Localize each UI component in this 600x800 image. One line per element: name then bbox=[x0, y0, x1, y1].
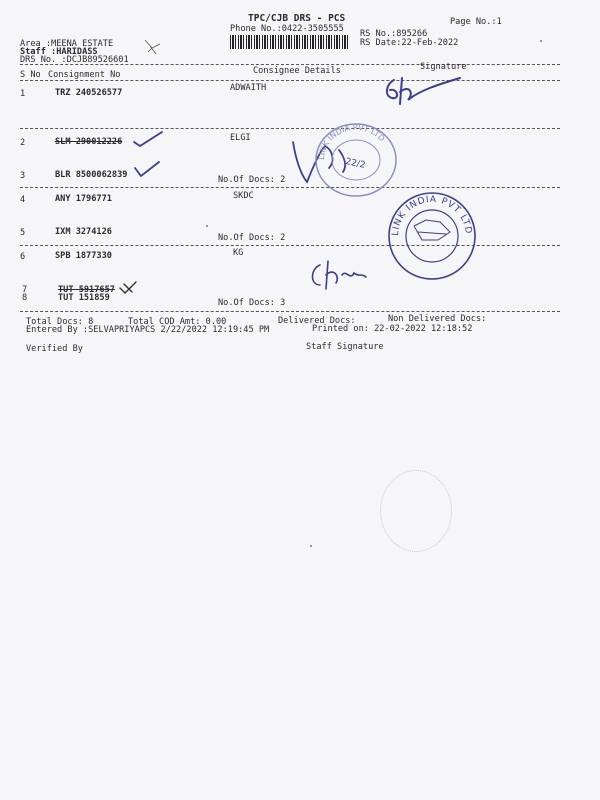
scan-speck bbox=[206, 225, 208, 227]
entered-by: Entered By :SELVAPRIYAPCS 2/22/2022 12:19:45 PM bbox=[26, 325, 270, 335]
delivered-docs: Delivered Docs: bbox=[278, 316, 356, 326]
col-signature: Signature bbox=[420, 62, 467, 72]
row-3-consignment: BLR 8500062839 bbox=[55, 170, 128, 180]
company-stamp-1 bbox=[308, 120, 404, 200]
row-2-consignment: SLM 290012226 bbox=[55, 137, 123, 147]
rs-number: RS No.:895266 bbox=[360, 29, 428, 39]
col-consignment: Consignment No bbox=[48, 70, 121, 80]
scan-speck bbox=[540, 40, 542, 42]
row-3-sno: 3 bbox=[20, 171, 26, 181]
row-1-consignment: TRZ 240526577 bbox=[55, 88, 123, 98]
drs-number: DRS No. :DCJB89526601 bbox=[20, 55, 129, 65]
tick-mark-icon bbox=[133, 160, 163, 180]
row-4-consignee: SKDC bbox=[233, 191, 254, 201]
tick-mark-icon bbox=[118, 280, 140, 296]
col-consignee: Consignee Details bbox=[253, 66, 341, 76]
staff-signature-label: Staff Signature bbox=[306, 342, 384, 352]
area-label: Area :MEENA ESTATE bbox=[20, 39, 114, 49]
row-8-consignment: TUT 151859 bbox=[58, 293, 110, 303]
table-end-divider bbox=[20, 311, 560, 312]
row-4-consignment: ANY 1796771 bbox=[55, 194, 112, 204]
row-5-sno: 5 bbox=[20, 228, 26, 238]
row-7-consignment: TUT 5917657 bbox=[58, 285, 115, 295]
row-5-docs: No.Of Docs: 2 bbox=[218, 233, 286, 243]
page-number: Page No.:1 bbox=[450, 17, 502, 27]
tick-mark-icon bbox=[132, 128, 168, 150]
header-divider bbox=[20, 64, 560, 65]
row-4-sno: 4 bbox=[20, 195, 26, 205]
company-stamp-2 bbox=[382, 190, 482, 282]
signature-row-6 bbox=[306, 255, 376, 295]
report-title: TPC/CJB DRS - PCS bbox=[248, 13, 346, 24]
signature-row-1 bbox=[380, 70, 480, 115]
barcode bbox=[230, 35, 350, 49]
row-3-docs: No.Of Docs: 2 bbox=[218, 175, 286, 185]
svg-text:LINK INDIA PVT LTD: LINK INDIA PVT LTD bbox=[316, 122, 387, 161]
row-6-consignment: SPB 1877330 bbox=[55, 251, 112, 261]
verified-by-label: Verified By bbox=[26, 344, 83, 354]
row-6-consignee: KG bbox=[233, 248, 244, 258]
row-5-consignment: IXM 3274126 bbox=[55, 227, 112, 237]
row-8-sno: 8 bbox=[22, 293, 28, 303]
pen-mark-icon bbox=[142, 36, 164, 58]
col-sno: S No bbox=[20, 70, 41, 80]
row-2-sno: 2 bbox=[20, 138, 26, 148]
total-docs: Total Docs: 8 bbox=[26, 317, 94, 327]
svg-text:LINK INDIA PVT LTD: LINK INDIA PVT LTD bbox=[390, 194, 474, 237]
row-divider bbox=[20, 128, 560, 129]
row-8-docs: No.Of Docs: 3 bbox=[218, 298, 286, 308]
staff-label: Staff :HARIDASS bbox=[20, 47, 98, 57]
phone-number: Phone No.:0422-3505555 bbox=[230, 24, 344, 34]
printed-on: Printed on: 22-02-2022 12:18:52 bbox=[312, 324, 473, 334]
row-1-consignee: ADWAITH bbox=[230, 83, 267, 93]
non-delivered-docs: Non Delivered Docs: bbox=[388, 314, 487, 324]
scan-smudge bbox=[380, 470, 452, 552]
row-1-sno: 1 bbox=[20, 89, 26, 99]
row-2-consignee: ELGI bbox=[230, 133, 251, 143]
row-6-sno: 6 bbox=[20, 252, 26, 262]
svg-text:22/2: 22/2 bbox=[344, 156, 367, 171]
scan-speck bbox=[310, 545, 312, 547]
row-7-sno: 7 bbox=[22, 285, 28, 295]
rs-date: RS Date:22-Feb-2022 bbox=[360, 38, 459, 48]
total-cod-amount: Total COD Amt: 0.00 bbox=[128, 317, 227, 327]
